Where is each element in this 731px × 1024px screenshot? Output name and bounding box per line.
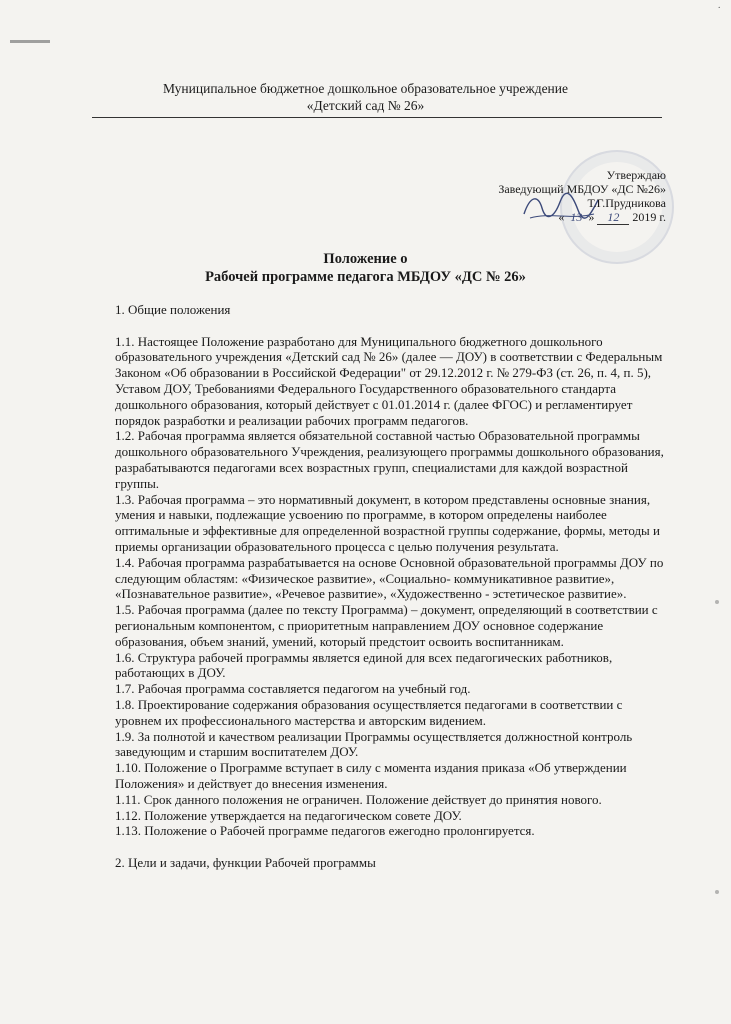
paragraph: 1.5. Рабочая программа (далее по тексту Программа) – документ, определяющий в соответствии с региональным компонентом, с приоритетным направлением ДОУ основное содержание образования, объем знаний, умений, который предстоит освоить воспитанникам. bbox=[115, 602, 658, 649]
paragraph: 1.4. Рабочая программа разрабатывается на основе Основной образовательной программы ДОУ по следующим областям: «Физическое развитие», «Социально- коммуникативное развитие», «Познавательное развитие», «Речевое развитие», «Художественно - эстетическое развитие». bbox=[115, 554, 664, 602]
paragraph: 1.2. Рабочая программа является обязательной составной частью Образовательной программы дошкольного образовательного Учреждения, реализующего программы дошкольного образования, разрабатываются педагогами всех возрастных групп, специалистами для каждой возрастной группы. bbox=[115, 428, 664, 491]
header-divider bbox=[92, 117, 662, 118]
approval-position: Заведующий МБДОУ «ДС №26» bbox=[498, 182, 666, 196]
section-heading: 2. Цели и задачи, функции Рабочей программы bbox=[115, 854, 376, 870]
paragraph: 1.8. Проектирование содержания образования осуществляется педагогами в соответствии с уровнем их профессионального мастерства и авторским видением. bbox=[115, 696, 623, 728]
approval-date: « 13 » 12 2019 г. bbox=[558, 210, 666, 224]
header-kindergarten: «Детский сад № 26» bbox=[306, 98, 425, 113]
paragraph: 1.1. Настоящее Положение разработано для Муниципального бюджетного дошкольного образовательного учреждения «Детский сад № 26» (далее — ДОУ) в соответствии с Федеральным Законом «Об образовании в Российской Федерации" от 29.12.2012 г. № 279-ФЗ (ст. 26, п. 4, п. 5), Уставом ДОУ, Требованиями Федерального Государственного образовательного стандарта дошкольного образования, который действует с 01.01.2014 г. (далее ФГОС) и регламентирует порядок разработки и реализации рабочих программ педагогов. bbox=[115, 333, 663, 428]
paragraph: 1.12. Положение утверждается на педагогическом совете ДОУ. bbox=[115, 807, 462, 823]
document-header bbox=[0, 80, 731, 114]
paragraph: 1.7. Рабочая программа составляется педагогом на учебный год. bbox=[115, 681, 471, 697]
approval-block bbox=[470, 168, 666, 225]
approval-month: 12 bbox=[597, 210, 629, 225]
title-line-1: Положение о bbox=[323, 251, 408, 267]
paragraph: 1.6. Структура рабочей программы является единой для всех педагогических работников, работающих в ДОУ. bbox=[115, 649, 613, 681]
header-institution: Муниципальное бюджетное дошкольное образовательное учреждение bbox=[163, 81, 568, 96]
paragraph: 1.10. Положение о Программе вступает в силу с момента издания приказа «Об утверждении Положения» и действует до внесения изменения. bbox=[115, 760, 627, 791]
scan-dot bbox=[715, 600, 719, 604]
approval-year: 2019 г. bbox=[632, 210, 666, 224]
document-body bbox=[115, 302, 665, 871]
approval-name: Т.Г.Прудникова bbox=[587, 196, 666, 210]
document-title bbox=[0, 250, 731, 286]
scan-artifact bbox=[10, 40, 50, 43]
approval-day: 13 bbox=[570, 210, 583, 224]
paragraph: 1.13. Положение о Рабочей программе педагогов ежегодно пролонгируется. bbox=[115, 823, 535, 839]
title-line-2: Рабочей программе педагога МБДОУ «ДС № 26» bbox=[205, 269, 526, 285]
paragraph: 1.9. За полнотой и качеством реализации Программы осуществляется должностной контроль заведующим и старшим воспитателем ДОУ. bbox=[115, 728, 633, 760]
section-heading: 1. Общие положения bbox=[115, 302, 231, 317]
paragraph: 1.11. Срок данного положения не ограничен. Положение действует до принятия нового. bbox=[115, 791, 602, 807]
corner-mark: · bbox=[717, 2, 721, 14]
approval-word: Утверждаю bbox=[606, 168, 666, 182]
scan-dot bbox=[715, 890, 719, 894]
paragraph: 1.3. Рабочая программа – это нормативный документ, в котором представлены основные знания, умения и навыки, подлежащие усвоению по программе, в котором определены наиболее оптимальные и эффективные для определенной возрастной группы содержание, формы, методы и приемы организации образовательного процесса с целью получения результата. bbox=[115, 491, 660, 554]
